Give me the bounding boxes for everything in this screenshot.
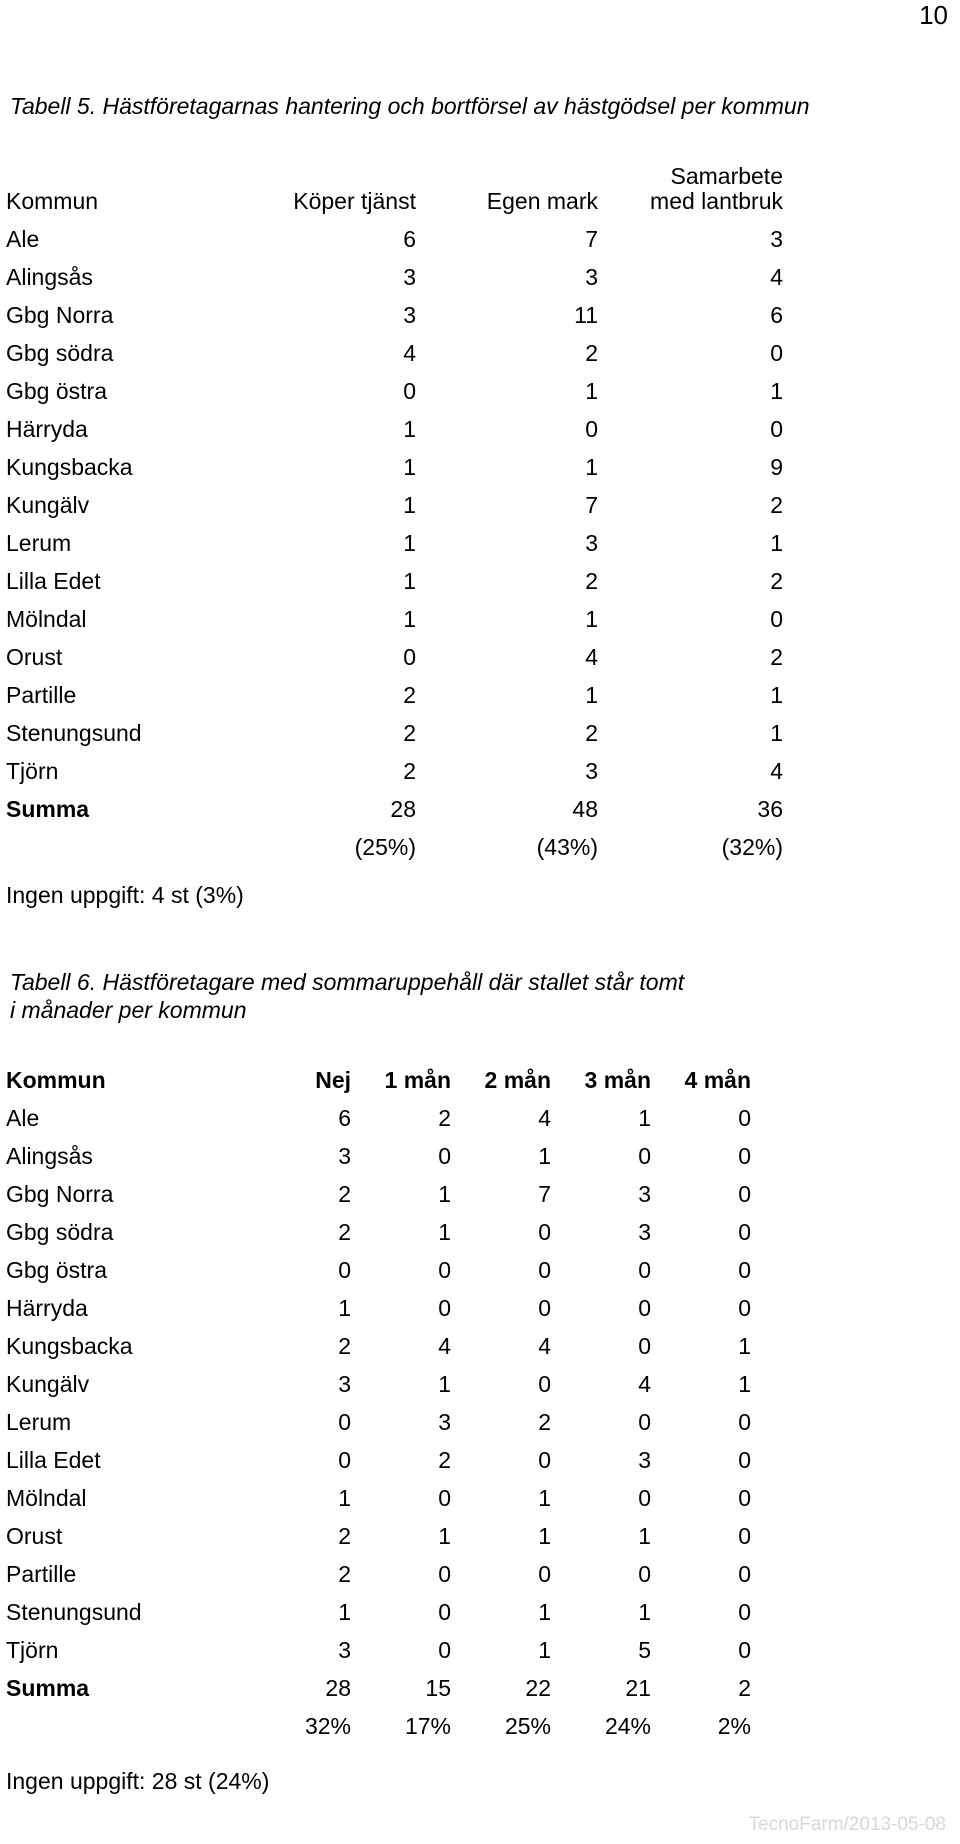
table6-header-cell: Kommun — [6, 1066, 106, 1093]
value-cell: 4 — [538, 1104, 551, 1131]
table-row — [6, 562, 783, 600]
kommun-cell: Gbg södra — [6, 1218, 114, 1245]
sum-cell: 28 — [390, 795, 416, 822]
value-cell: 0 — [738, 1142, 751, 1169]
value-cell: 0 — [738, 1104, 751, 1131]
value-cell: 1 — [403, 605, 416, 632]
table5-header-row — [6, 148, 783, 220]
table6-caption — [10, 968, 910, 1024]
value-cell: 1 — [403, 491, 416, 518]
value-cell: 2 — [403, 757, 416, 784]
percent-cell: 24% — [604, 1712, 651, 1739]
value-cell: 4 — [538, 1332, 551, 1359]
table-row — [6, 1365, 751, 1403]
value-cell: 0 — [538, 1218, 551, 1245]
percent-cell: 17% — [404, 1712, 451, 1739]
percent-cell: (25%) — [354, 833, 416, 860]
value-cell: 1 — [438, 1218, 451, 1245]
kommun-cell: Alingsås — [6, 263, 93, 290]
kommun-cell: Partille — [6, 1560, 77, 1587]
table-row — [6, 1213, 751, 1251]
table-row — [6, 714, 783, 752]
table-row — [6, 448, 783, 486]
value-cell: 0 — [738, 1408, 751, 1435]
value-cell: 2 — [338, 1218, 351, 1245]
kommun-cell: Mölndal — [6, 1484, 87, 1511]
value-cell: 3 — [438, 1408, 451, 1435]
value-cell: 0 — [738, 1560, 751, 1587]
table-row — [6, 1099, 751, 1137]
value-cell: 0 — [770, 605, 783, 632]
value-cell: 2 — [538, 1408, 551, 1435]
value-cell: 2 — [338, 1332, 351, 1359]
value-cell: 0 — [538, 1370, 551, 1397]
value-cell: 1 — [738, 1370, 751, 1397]
table5-header-koper-tjanst: Köper tjänst — [293, 188, 416, 214]
value-cell: 1 — [770, 529, 783, 556]
table-row — [6, 638, 783, 676]
value-cell: 2 — [438, 1104, 451, 1131]
table6-header-cell: 4 mån — [684, 1066, 751, 1093]
value-cell: 1 — [770, 681, 783, 708]
value-cell: 2 — [403, 681, 416, 708]
value-cell: 3 — [585, 757, 598, 784]
value-cell: 11 — [574, 301, 598, 328]
kommun-cell: Ale — [6, 1104, 40, 1131]
value-cell: 1 — [538, 1636, 551, 1663]
kommun-cell: Kungälv — [6, 1370, 90, 1397]
value-cell: 2 — [585, 719, 598, 746]
value-cell: 0 — [638, 1256, 651, 1283]
value-cell: 1 — [338, 1484, 351, 1511]
value-cell: 1 — [638, 1522, 651, 1549]
value-cell: 1 — [585, 605, 598, 632]
table-row — [6, 1289, 751, 1327]
value-cell: 0 — [738, 1446, 751, 1473]
value-cell: 0 — [738, 1294, 751, 1321]
kommun-cell: Stenungsund — [6, 719, 142, 746]
table-row — [6, 1175, 751, 1213]
value-cell: 1 — [585, 377, 598, 404]
kommun-cell: Tjörn — [6, 757, 59, 784]
kommun-cell: Mölndal — [6, 605, 87, 632]
table-row — [6, 334, 783, 372]
table5-caption: Tabell 5. Hästföretagarnas hantering och bortförsel av hästgödsel per kommun — [10, 93, 810, 119]
kommun-cell: Lerum — [6, 1408, 72, 1435]
value-cell: 0 — [638, 1560, 651, 1587]
value-cell: 0 — [438, 1560, 451, 1587]
value-cell: 6 — [403, 225, 416, 252]
value-cell: 1 — [738, 1332, 751, 1359]
value-cell: 3 — [338, 1370, 351, 1397]
value-cell: 0 — [538, 1256, 551, 1283]
value-cell: 0 — [638, 1408, 651, 1435]
table6-body — [6, 1099, 751, 1745]
table-row — [6, 1327, 751, 1365]
value-cell: 0 — [403, 643, 416, 670]
value-cell: 7 — [538, 1180, 551, 1207]
kommun-cell: Gbg Norra — [6, 301, 114, 328]
table5-header-samarbete-line1: Samarbete — [670, 163, 783, 189]
value-cell: 3 — [585, 263, 598, 290]
value-cell: 7 — [585, 491, 598, 518]
value-cell: 1 — [538, 1484, 551, 1511]
value-cell: 2 — [338, 1560, 351, 1587]
kommun-cell: Lilla Edet — [6, 567, 101, 594]
sum-cell: 28 — [325, 1674, 351, 1701]
value-cell: 0 — [738, 1598, 751, 1625]
value-cell: 0 — [738, 1484, 751, 1511]
value-cell: 0 — [638, 1484, 651, 1511]
value-cell: 2 — [403, 719, 416, 746]
value-cell: 0 — [638, 1142, 651, 1169]
value-cell: 7 — [585, 225, 598, 252]
table-row — [6, 410, 783, 448]
value-cell: 0 — [438, 1484, 451, 1511]
kommun-cell: Härryda — [6, 415, 88, 442]
value-cell: 1 — [638, 1104, 651, 1131]
value-cell: 1 — [585, 453, 598, 480]
table-row — [6, 1479, 751, 1517]
value-cell: 0 — [403, 377, 416, 404]
value-cell: 0 — [538, 1294, 551, 1321]
table5-header-samarbete-line2: med lantbruk — [650, 188, 783, 214]
value-cell: 4 — [438, 1332, 451, 1359]
kommun-cell: Gbg södra — [6, 339, 114, 366]
value-cell: 0 — [770, 339, 783, 366]
empty-cell — [6, 1707, 251, 1745]
table6-header-row — [6, 1061, 751, 1099]
value-cell: 1 — [538, 1522, 551, 1549]
sum-cell: 2 — [738, 1674, 751, 1701]
kommun-cell: Kungsbacka — [6, 1332, 133, 1359]
value-cell: 0 — [738, 1636, 751, 1663]
value-cell: 0 — [438, 1142, 451, 1169]
table6-header-cell: 1 mån — [384, 1066, 451, 1093]
value-cell: 0 — [438, 1636, 451, 1663]
value-cell: 1 — [438, 1180, 451, 1207]
percent-cell: 2% — [717, 1712, 751, 1739]
value-cell: 5 — [638, 1636, 651, 1663]
table5-note: Ingen uppgift: 4 st (3%) — [6, 882, 244, 908]
table6-header-cell: 3 mån — [584, 1066, 651, 1093]
value-cell: 1 — [338, 1598, 351, 1625]
kommun-cell: Härryda — [6, 1294, 88, 1321]
table-row — [6, 524, 783, 562]
value-cell: 6 — [338, 1104, 351, 1131]
value-cell: 1 — [403, 529, 416, 556]
table5 — [6, 148, 783, 866]
value-cell: 0 — [538, 1446, 551, 1473]
kommun-cell: Stenungsund — [6, 1598, 142, 1625]
value-cell: 0 — [438, 1598, 451, 1625]
kommun-cell: Gbg östra — [6, 377, 107, 404]
table6-percent-row — [6, 1707, 751, 1745]
kommun-cell: Orust — [6, 643, 63, 670]
value-cell: 4 — [770, 757, 783, 784]
table5-percent-row — [6, 828, 783, 866]
value-cell: 2 — [438, 1446, 451, 1473]
value-cell: 4 — [585, 643, 598, 670]
kommun-cell: Kungälv — [6, 491, 90, 518]
kommun-cell: Ale — [6, 225, 40, 252]
kommun-cell: Lilla Edet — [6, 1446, 101, 1473]
kommun-cell: Gbg Norra — [6, 1180, 114, 1207]
table6-header-cell: Nej — [315, 1066, 351, 1093]
value-cell: 0 — [770, 415, 783, 442]
table6-caption-line2: i månader per kommun — [10, 997, 247, 1023]
table5-header-egen-mark: Egen mark — [486, 188, 598, 214]
value-cell: 1 — [403, 453, 416, 480]
value-cell: 0 — [338, 1446, 351, 1473]
value-cell: 1 — [770, 377, 783, 404]
value-cell: 3 — [403, 301, 416, 328]
kommun-cell: Gbg östra — [6, 1256, 107, 1283]
sum-label: Summa — [6, 1674, 90, 1701]
value-cell: 3 — [638, 1446, 651, 1473]
value-cell: 1 — [438, 1522, 451, 1549]
table-row — [6, 296, 783, 334]
value-cell: 2 — [338, 1522, 351, 1549]
table5-body — [6, 220, 783, 866]
value-cell: 2 — [585, 339, 598, 366]
table-row — [6, 752, 783, 790]
sum-label: Summa — [6, 795, 90, 822]
value-cell: 0 — [738, 1522, 751, 1549]
table-row — [6, 1517, 751, 1555]
watermark: TecnoFarm/2013-05-08 — [748, 1814, 946, 1835]
value-cell: 2 — [338, 1180, 351, 1207]
value-cell: 4 — [770, 263, 783, 290]
sum-cell: 22 — [525, 1674, 551, 1701]
value-cell: 2 — [770, 643, 783, 670]
percent-cell: 32% — [304, 1712, 351, 1739]
kommun-cell: Kungsbacka — [6, 453, 133, 480]
table-row — [6, 486, 783, 524]
value-cell: 0 — [738, 1218, 751, 1245]
kommun-cell: Partille — [6, 681, 77, 708]
value-cell: 3 — [770, 225, 783, 252]
table-row — [6, 1555, 751, 1593]
page-number: 10 — [919, 0, 948, 30]
kommun-cell: Lerum — [6, 529, 72, 556]
table6-caption-line1: Tabell 6. Hästföretagare med sommaruppehåll där stallet står tomt — [10, 969, 685, 995]
value-cell: 0 — [438, 1294, 451, 1321]
table-row — [6, 220, 783, 258]
table6-header-cell: 2 mån — [484, 1066, 551, 1093]
percent-cell: 25% — [504, 1712, 551, 1739]
sum-cell: 15 — [425, 1674, 451, 1701]
table5-header-kommun: Kommun — [6, 188, 99, 214]
value-cell: 0 — [638, 1294, 651, 1321]
table6-sum-row — [6, 1669, 751, 1707]
table6 — [6, 1061, 751, 1745]
sum-cell: 48 — [572, 795, 598, 822]
kommun-cell: Tjörn — [6, 1636, 59, 1663]
value-cell: 1 — [538, 1142, 551, 1169]
value-cell: 1 — [338, 1294, 351, 1321]
table-row — [6, 1251, 751, 1289]
value-cell: 0 — [538, 1560, 551, 1587]
value-cell: 1 — [403, 415, 416, 442]
value-cell: 1 — [538, 1598, 551, 1625]
value-cell: 2 — [585, 567, 598, 594]
table6-note: Ingen uppgift: 28 st (24%) — [6, 1768, 270, 1794]
value-cell: 0 — [738, 1256, 751, 1283]
table-row — [6, 1631, 751, 1669]
value-cell: 0 — [585, 415, 598, 442]
percent-cell: (32%) — [721, 833, 783, 860]
value-cell: 4 — [638, 1370, 651, 1397]
value-cell: 3 — [638, 1218, 651, 1245]
table-row — [6, 372, 783, 410]
table5-sum-row — [6, 790, 783, 828]
value-cell: 2 — [770, 491, 783, 518]
value-cell: 3 — [403, 263, 416, 290]
value-cell: 3 — [638, 1180, 651, 1207]
value-cell: 0 — [338, 1256, 351, 1283]
value-cell: 1 — [770, 719, 783, 746]
value-cell: 1 — [638, 1598, 651, 1625]
sum-cell: 21 — [625, 1674, 651, 1701]
value-cell: 4 — [403, 339, 416, 366]
sum-cell: 36 — [757, 795, 783, 822]
kommun-cell: Orust — [6, 1522, 63, 1549]
value-cell: 1 — [438, 1370, 451, 1397]
value-cell: 0 — [638, 1332, 651, 1359]
value-cell: 0 — [338, 1408, 351, 1435]
value-cell: 1 — [585, 681, 598, 708]
value-cell: 9 — [770, 453, 783, 480]
value-cell: 3 — [585, 529, 598, 556]
percent-cell: (43%) — [536, 833, 598, 860]
value-cell: 0 — [738, 1180, 751, 1207]
table-row — [6, 1137, 751, 1175]
kommun-cell: Alingsås — [6, 1142, 93, 1169]
table-row — [6, 258, 783, 296]
value-cell: 2 — [770, 567, 783, 594]
value-cell: 1 — [403, 567, 416, 594]
table-row — [6, 1403, 751, 1441]
empty-cell — [6, 828, 251, 866]
value-cell: 3 — [338, 1142, 351, 1169]
table5-header-samarbete — [598, 148, 783, 220]
table-row — [6, 676, 783, 714]
table-row — [6, 600, 783, 638]
value-cell: 0 — [438, 1256, 451, 1283]
value-cell: 6 — [770, 301, 783, 328]
value-cell: 3 — [338, 1636, 351, 1663]
table-row — [6, 1441, 751, 1479]
table-row — [6, 1593, 751, 1631]
